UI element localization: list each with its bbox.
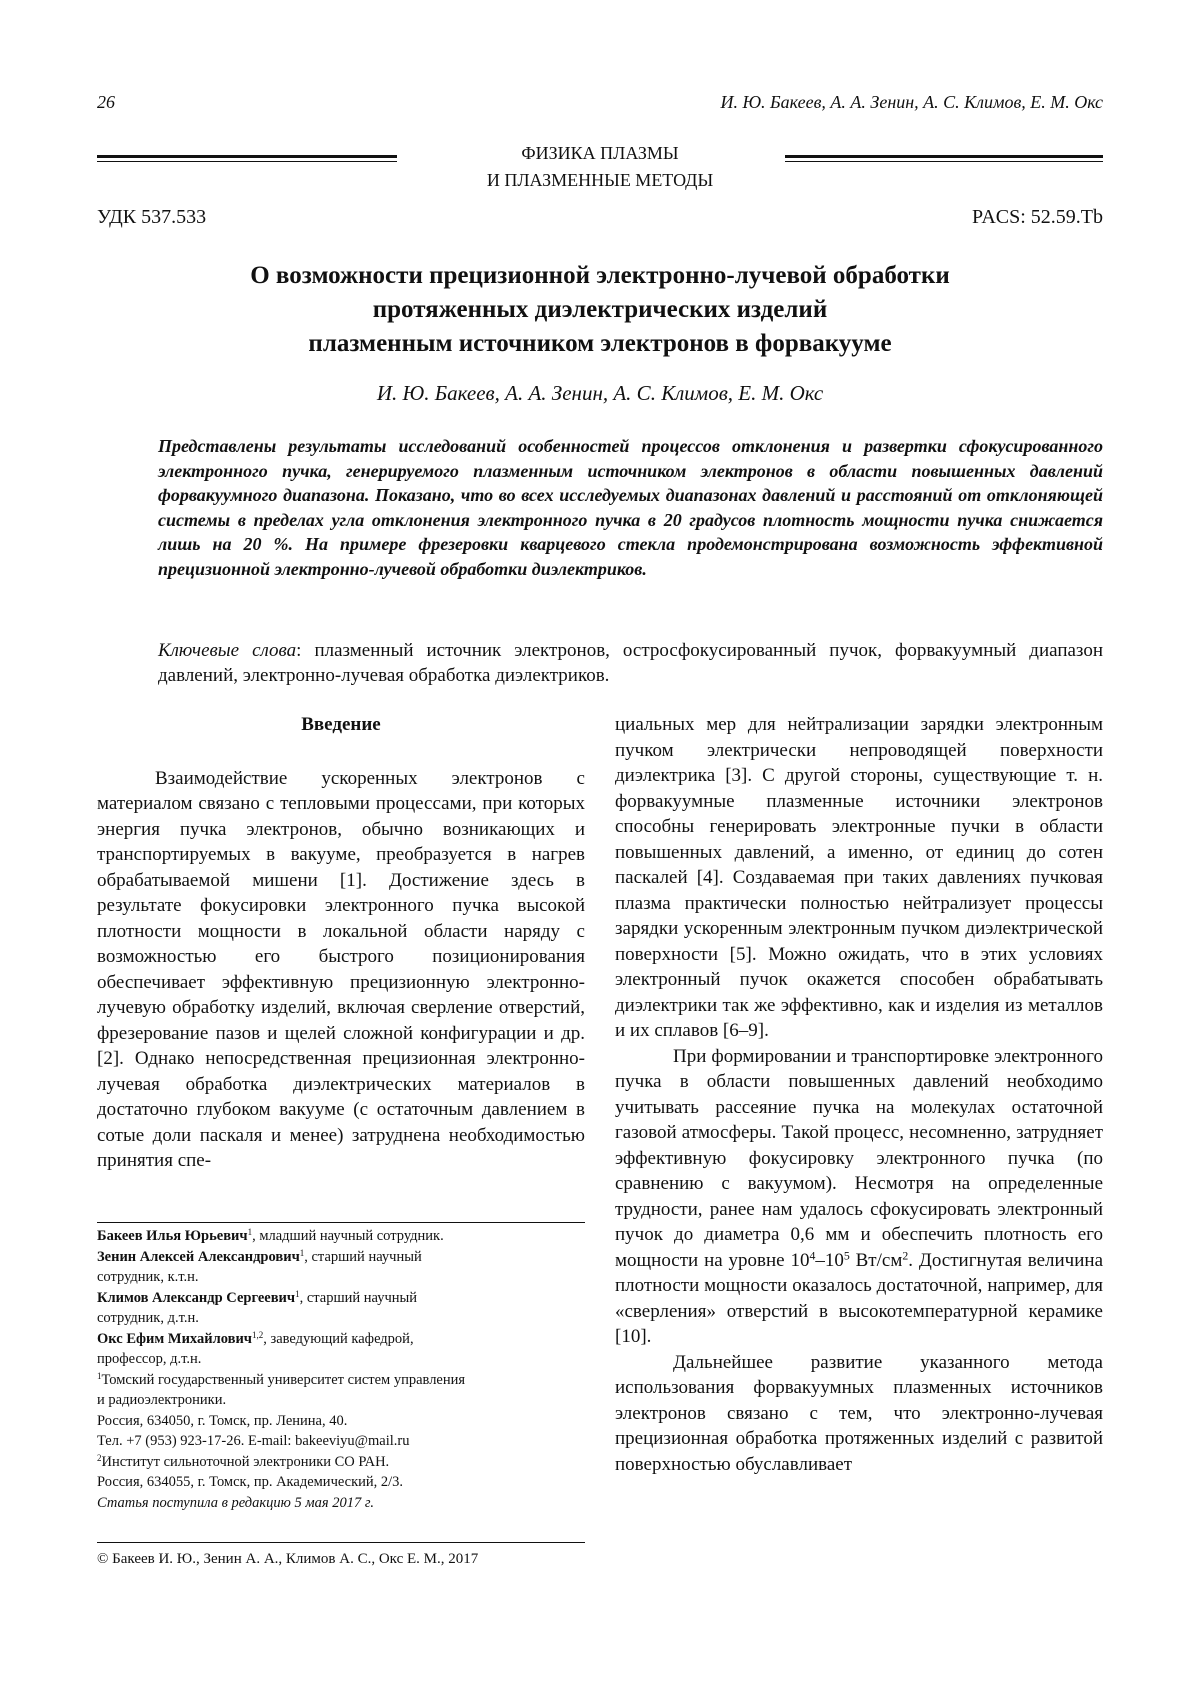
abstract: Представлены результаты исследований особенностей процессов отклонения и развертки сфокусированного электронного пучка, генерируемого плазменным источником электронов в области повышенных давлений форвакуумного диапазона. Показано, что во всех исследуемых диапазонах давлений и расстояний от отклоняющей системы в пределах угла отклонения электронного пучка в 20 градусов плотность мощности пучка снижается лишь на 20 %. На примере фрезеровки кварцевого стекла продемонстрирована возможность эффективной прецизионной электронно-лучевой обработки диэлектриков.: [158, 436, 1103, 579]
rubric-line-2: И ПЛАЗМЕННЫЕ МЕТОДЫ: [486, 170, 714, 190]
copyright-separator: [97, 1542, 585, 1543]
intro-heading: Введение: [301, 714, 381, 735]
page-number: 26: [97, 92, 115, 112]
p2-text-b: –10: [815, 1249, 844, 1271]
author-footnotes: [97, 1226, 585, 1513]
author-1-sup: 1: [247, 1227, 253, 1238]
right-paragraph-2: [615, 1044, 1103, 1350]
author-3-sup: 1: [295, 1288, 300, 1299]
author-4-name: Окс Ефим Михайлович: [97, 1330, 252, 1347]
article-authors: И. Ю. Бакеев, А. А. Зенин, А. С. Климов, Е. М. Окс: [376, 381, 824, 405]
received-date: Статья поступила в редакцию 5 мая 2017 г.: [97, 1494, 374, 1511]
title-line-3: плазменным источником электронов в форвакууме: [308, 330, 892, 357]
pacs-code: PACS: 52.59.Tb: [972, 206, 1103, 228]
section-rubric: [0, 140, 1200, 194]
keywords: [158, 638, 1103, 688]
author-4-sup: 1,2: [251, 1329, 264, 1340]
footnote-separator: [97, 1222, 585, 1223]
affiliation-1-sup: 1: [97, 1370, 102, 1381]
title-line-1: О возможности прецизионной электронно-лучевой обработки: [250, 262, 950, 289]
affiliation-2-address: Россия, 634055, г. Томск, пр. Академический, 2/3.: [97, 1474, 404, 1490]
p2-sup-3: 2: [902, 1249, 909, 1263]
intro-paragraph-1: Взаимодействие ускоренных электронов с материалом связано с тепловыми процессами, при которых энергия пучка электронов, обычно возникающих и транспортируемых в вакууме, преобразуется в нагрев обрабатываемой мишени [1]. Достижение здесь в результате фокусировки электронного пучка высокой плотности мощности в локальной области наряду с возможностью его быстрого позиционирования обеспечивает эффективную прецизионную электронно-лучевую обработку изделий, включая сверление отверстий, фрезерование пазов и щелей сложной конфигурации и др. [2]. Однако непосредственная прецизионная электронно-лучевая обработка диэлектрических материалов в достаточно глубоком вакууме (с остаточным давлением в сотые доли паскаля и менее) затруднена необходимостью принятия спе-: [97, 767, 585, 1171]
footnote-author-2: [97, 1247, 585, 1268]
article-title: [97, 259, 1103, 361]
affiliation-2-sup: 2: [97, 1452, 102, 1463]
footnote-author-1: [97, 1226, 585, 1247]
keywords-label: Ключевые слова: [158, 640, 297, 661]
p2-text-a: При формировании и транспортировке электронного пучка в области повышенных давлений необходимо учитывать рассеяние пучка на молекулах остаточной газовой атмосферы. Такой процесс, несомненно, затрудняет эффективную фокусировку электронного пучка (по сравнению с вакуумом). Несмотря на определенные трудности, ранее нам удалось сфокусировать электронный пучок до диаметра 0,6 мм и обеспечить плотность его мощности на уровне 10: [615, 1045, 1103, 1271]
udk-code: УДК 537.533: [97, 206, 207, 228]
keywords-text: : плазменный источник электронов, остросфокусированный пучок, форвакуумный диапазон давлений, электронно-лучевая обработка диэлектриков.: [158, 640, 1103, 686]
copyright: © Бакеев И. Ю., Зенин А. А., Климов А. С., Окс Е. М., 2017: [97, 1551, 479, 1567]
running-header-authors: И. Ю. Бакеев, А. А. Зенин, А. С. Климов, Е. М. Окс: [720, 92, 1103, 112]
affiliation-1: [97, 1370, 585, 1391]
right-paragraph-1: циальных мер для нейтрализации зарядки электронным пучком электрически непроводящей поверхности диэлектрика [3]. С другой стороны, существующие т. н. форвакуумные плазменные источники электронов способны генерировать электронные пучки в области повышенных давлений, а именно, от единиц до сотен паскалей [4]. Создаваемая при таких давлениях пучковая плазма практически полностью нейтрализует процессы зарядки ускоренным электронным пучком диэлектрической поверхности [5]. Можно ожидать, что в этих условиях электронный пучок окажется способен обрабатывать диэлектрики так же эффективно, как и изделия из металлов и их сплавов [6–9].: [615, 714, 1103, 1041]
author-2-sup: 1: [299, 1247, 305, 1258]
author-4-role: , заведующий кафедрой,: [263, 1330, 414, 1347]
right-paragraph-3: Дальнейшее развитие указанного метода использования форвакуумных плазменных источников электронов связано с тем, что электронно-лучевая прецизионная обработка протяженных изделий с развитой поверхностью обуславливает: [615, 1351, 1103, 1475]
affiliation-1-cont: и радиоэлектроники.: [97, 1392, 227, 1408]
footnote-author-3: [97, 1288, 585, 1309]
p2-text-d: . Достигнутая величина плотности мощности оказалось достаточной, например, для «сверления» отверстий в высокотемпературной керамике [10].: [615, 1249, 1104, 1347]
author-2-name: Зенин Алексей Александрович: [97, 1248, 300, 1265]
p2-text-c: Вт/см: [849, 1249, 903, 1271]
author-2-role: , старший научный: [304, 1248, 422, 1265]
footnote-author-2-cont: сотрудник, к.т.н.: [97, 1269, 199, 1285]
p2-sup-1: 4: [809, 1249, 816, 1263]
rubric-line-1: ФИЗИКА ПЛАЗМЫ: [521, 143, 679, 163]
affiliation-2: [97, 1452, 585, 1473]
affiliation-2-name: Институт сильноточной электроники СО РАН.: [101, 1453, 390, 1470]
left-column: [97, 712, 585, 1174]
title-line-2: протяженных диэлектрических изделий: [372, 296, 828, 323]
author-3-role: , старший научный: [299, 1289, 418, 1306]
right-column: [615, 712, 1103, 1477]
footnote-author-4: [97, 1329, 585, 1350]
footnote-author-3-cont: сотрудник, д.т.н.: [97, 1310, 199, 1326]
p2-sup-2: 5: [843, 1249, 850, 1263]
author-3-name: Климов Александр Сергеевич: [97, 1289, 296, 1306]
contact-info: Тел. +7 (953) 923-17-26. E-mail: bakeeviyu@mail.ru: [97, 1433, 410, 1449]
author-1-role: , младший научный сотрудник.: [252, 1228, 444, 1244]
author-1-name: Бакеев Илья Юрьевич: [97, 1228, 248, 1244]
footnote-author-4-cont: профессор, д.т.н.: [97, 1351, 202, 1367]
affiliation-1-address: Россия, 634050, г. Томск, пр. Ленина, 40.: [97, 1412, 348, 1429]
affiliation-1-name: Томский государственный университет систем управления: [101, 1371, 466, 1388]
